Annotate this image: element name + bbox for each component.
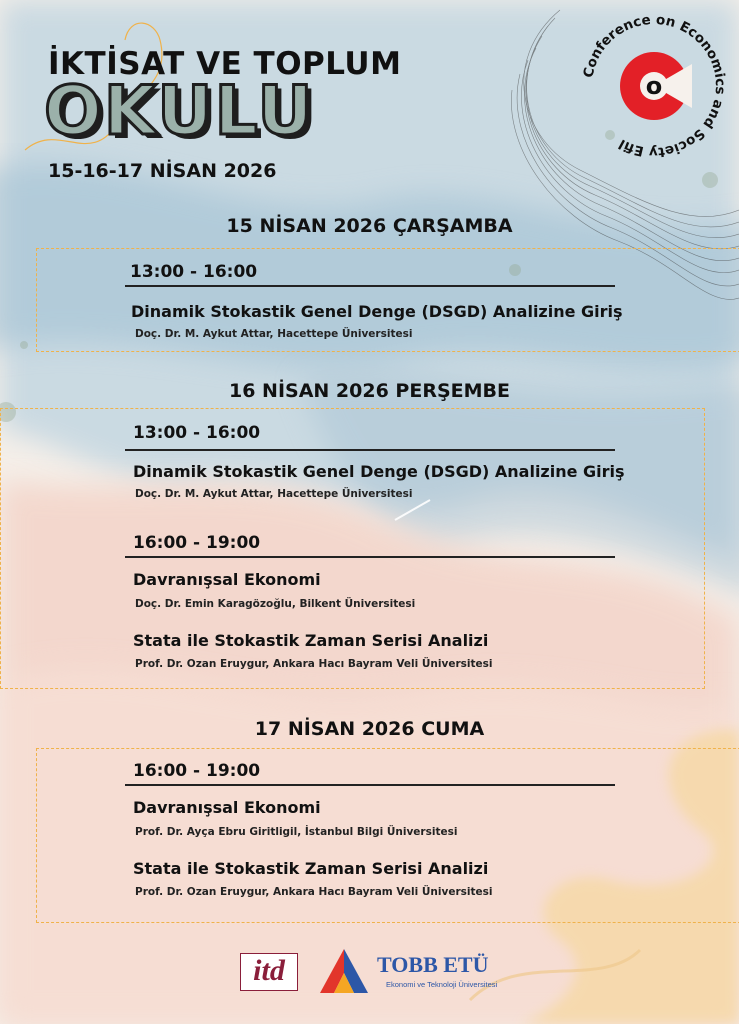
day-heading: 16 NİSAN 2026 PERŞEMBE: [229, 380, 510, 402]
session-divider: [125, 449, 615, 451]
conference-logo: [572, 4, 736, 168]
course-title: Davranışsal Ekonomi: [133, 798, 321, 817]
session-divider: [125, 285, 615, 287]
course-title: Dinamik Stokastik Genel Denge (DSGD) Analizine Giriş: [131, 302, 623, 321]
session-time: 16:00 - 19:00: [133, 761, 261, 781]
course-lecturer: Doç. Dr. Emin Karagözoğlu, Bilkent Üniversitesi: [135, 598, 416, 610]
conference-logo-ring-text: Conference on Economics and Society Efil: [580, 11, 729, 161]
day-heading: 15 NİSAN 2026 ÇARŞAMBA: [226, 215, 513, 237]
session-divider: [125, 556, 615, 558]
tobb-etu-logo-mark: [318, 947, 370, 995]
course-lecturer: Prof. Dr. Ayça Ebru Giritligil, İstanbul Bilgi Üniversitesi: [135, 826, 458, 838]
session-divider: [125, 784, 615, 786]
course-title: Stata ile Stokastik Zaman Serisi Analizi: [133, 631, 489, 650]
course-lecturer: Prof. Dr. Ozan Eruygur, Ankara Hacı Bayram Veli Üniversitesi: [135, 886, 493, 898]
session-time: 13:00 - 16:00: [133, 423, 261, 443]
itd-logo: itd: [240, 953, 298, 991]
course-lecturer: Prof. Dr. Ozan Eruygur, Ankara Hacı Bayram Veli Üniversitesi: [135, 658, 493, 670]
session-time: 16:00 - 19:00: [133, 533, 261, 553]
course-lecturer: Doç. Dr. M. Aykut Attar, Hacettepe Üniversitesi: [135, 488, 413, 500]
session-time: 13:00 - 16:00: [130, 262, 258, 282]
conference-logo-letter: o: [645, 72, 663, 100]
course-title: Stata ile Stokastik Zaman Serisi Analizi: [133, 859, 489, 878]
course-title: Davranışsal Ekonomi: [133, 570, 321, 589]
day-heading: 17 NİSAN 2026 CUMA: [254, 718, 485, 740]
tobb-etu-name: TOBB ETÜ: [377, 952, 489, 977]
course-title: Dinamik Stokastik Genel Denge (DSGD) Analizine Giriş: [133, 462, 625, 481]
course-lecturer: Doç. Dr. M. Aykut Attar, Hacettepe Üniversitesi: [135, 328, 413, 340]
school-title-line-1: İKTİSAT VE TOPLUM: [48, 46, 402, 82]
tobb-etu-subtitle: Ekonomi ve Teknoloji Üniversitesi: [386, 980, 498, 989]
school-title-line-2: OKULU: [44, 72, 315, 151]
school-dates: 15-16-17 NİSAN 2026: [48, 160, 277, 182]
